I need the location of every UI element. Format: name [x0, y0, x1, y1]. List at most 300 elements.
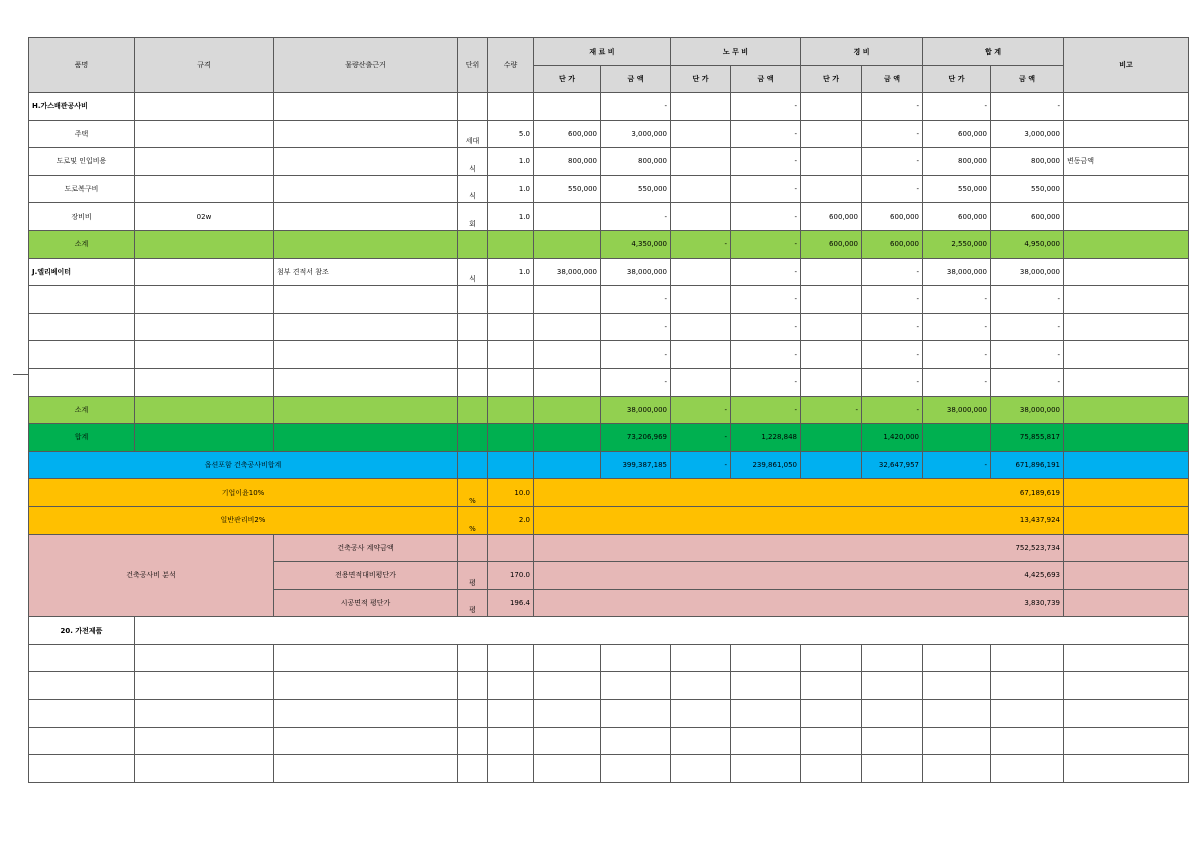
header-spec: 규격 — [135, 38, 274, 93]
item-qty: 1.0 — [488, 175, 534, 203]
item-note — [1064, 424, 1189, 452]
material-unit-price — [534, 396, 601, 424]
labor-amount: - — [731, 148, 801, 176]
expense-amount: 1,420,000 — [862, 424, 923, 452]
item-basis — [274, 120, 458, 148]
expense-amount: 600,000 — [862, 230, 923, 258]
header-material-unit-price: 단 가 — [534, 66, 601, 93]
material-amount: - — [601, 313, 671, 341]
labor-unit-price — [671, 313, 731, 341]
empty-cell — [488, 644, 534, 672]
fee-label: 일반관리비2% — [29, 506, 458, 534]
header-basis: 물량산출근거 — [274, 38, 458, 93]
analysis-item-label: 건축공사 계약금액 — [274, 534, 458, 562]
empty-cell — [923, 727, 991, 755]
total-amount: 75,855,817 — [991, 424, 1064, 452]
expense-amount: - — [862, 313, 923, 341]
empty-cell — [488, 700, 534, 728]
header-total: 합 계 — [923, 38, 1064, 66]
labor-amount: - — [731, 203, 801, 231]
empty-cell — [458, 644, 488, 672]
empty-cell — [534, 755, 601, 783]
empty-cell — [601, 727, 671, 755]
empty-cell — [801, 644, 862, 672]
total-amount: - — [991, 368, 1064, 396]
analysis-note — [1064, 589, 1189, 617]
subtotal-row — [29, 396, 1189, 424]
header-qty: 수량 — [488, 38, 534, 93]
material-amount: - — [601, 341, 671, 369]
item-name: 도로및 인입비용 — [29, 148, 135, 176]
material-unit-price — [534, 286, 601, 314]
fee-unit: % — [458, 506, 488, 534]
item-name: 소계 — [29, 230, 135, 258]
table-row — [29, 120, 1189, 148]
grand-qty — [488, 451, 534, 479]
expense-amount: - — [862, 396, 923, 424]
total-amount: 800,000 — [991, 148, 1064, 176]
labor-amount: - — [731, 93, 801, 121]
grand-material-unit-price — [534, 451, 601, 479]
analysis-amount: 4,425,693 — [534, 562, 1064, 590]
material-unit-price: 38,000,000 — [534, 258, 601, 286]
total-amount: - — [991, 341, 1064, 369]
expense-amount: - — [862, 286, 923, 314]
table-row-blank — [29, 644, 1189, 672]
item-spec: 02w — [135, 203, 274, 231]
labor-unit-price — [671, 368, 731, 396]
item-spec — [135, 175, 274, 203]
expense-amount: - — [862, 93, 923, 121]
empty-cell — [534, 644, 601, 672]
grand-expense-amount: 32,647,957 — [862, 451, 923, 479]
empty-cell — [601, 755, 671, 783]
total-unit-price: 550,000 — [923, 175, 991, 203]
item-spec — [135, 424, 274, 452]
analysis-unit — [458, 534, 488, 562]
item-qty — [488, 313, 534, 341]
table-row-blank — [29, 341, 1189, 369]
margin-line — [13, 374, 28, 375]
item-name: H.가스배관공사비 — [29, 93, 135, 121]
header-labor: 노 무 비 — [671, 38, 801, 66]
labor-unit-price — [671, 258, 731, 286]
item-qty: 1.0 — [488, 258, 534, 286]
empty-cell — [991, 700, 1064, 728]
total-unit-price: 600,000 — [923, 203, 991, 231]
cost-breakdown-table — [28, 37, 1189, 783]
empty-cell — [923, 672, 991, 700]
table-row-blank — [29, 286, 1189, 314]
material-unit-price: 800,000 — [534, 148, 601, 176]
expense-unit-price — [801, 148, 862, 176]
total-unit-price: 38,000,000 — [923, 396, 991, 424]
item-qty — [488, 424, 534, 452]
empty-cell — [731, 644, 801, 672]
empty-cell — [135, 755, 274, 783]
table-row — [29, 258, 1189, 286]
item-note — [1064, 230, 1189, 258]
table-row-blank — [29, 727, 1189, 755]
empty-cell — [488, 755, 534, 783]
expense-amount: - — [862, 341, 923, 369]
item-name — [29, 368, 135, 396]
empty-cell — [1064, 755, 1189, 783]
material-amount: - — [601, 93, 671, 121]
labor-amount: - — [731, 396, 801, 424]
empty-cell — [991, 755, 1064, 783]
header-labor-amount: 금 액 — [731, 66, 801, 93]
analysis-label: 건축공사비 분석 — [29, 534, 274, 617]
empty-cell — [671, 755, 731, 783]
empty-cell — [488, 672, 534, 700]
grand-labor-amount: 239,861,050 — [731, 451, 801, 479]
material-amount: 38,000,000 — [601, 396, 671, 424]
empty-cell — [991, 644, 1064, 672]
empty-cell — [923, 700, 991, 728]
labor-unit-price: - — [671, 396, 731, 424]
labor-amount: - — [731, 286, 801, 314]
total-unit-price: 600,000 — [923, 120, 991, 148]
labor-amount: 1,228,848 — [731, 424, 801, 452]
item-qty — [488, 93, 534, 121]
fee-qty: 2.0 — [488, 506, 534, 534]
table-row-blank — [29, 700, 1189, 728]
fee-note — [1064, 506, 1189, 534]
item-name — [29, 341, 135, 369]
fee-note — [1064, 479, 1189, 507]
table-row-blank — [29, 313, 1189, 341]
header-expense-amount: 금 액 — [862, 66, 923, 93]
material-unit-price: 550,000 — [534, 175, 601, 203]
header-total-unit-price: 단 가 — [923, 66, 991, 93]
empty-cell — [458, 672, 488, 700]
empty-cell — [601, 644, 671, 672]
item-name — [29, 286, 135, 314]
total-unit-price: 38,000,000 — [923, 258, 991, 286]
subtotal-row — [29, 230, 1189, 258]
grand-total-row — [29, 451, 1189, 479]
table-row — [29, 175, 1189, 203]
material-unit-price — [534, 341, 601, 369]
empty-cell — [274, 672, 458, 700]
item-basis: 첨부 견적서 참조 — [274, 258, 458, 286]
grand-material-amount: 399,387,185 — [601, 451, 671, 479]
expense-unit-price — [801, 424, 862, 452]
header-material-amount: 금 액 — [601, 66, 671, 93]
empty-cell — [731, 672, 801, 700]
appliances-empty — [135, 617, 1189, 645]
item-name: 주택 — [29, 120, 135, 148]
empty-cell — [274, 644, 458, 672]
empty-cell — [458, 755, 488, 783]
analysis-qty: 196.4 — [488, 589, 534, 617]
table-row — [29, 148, 1189, 176]
total-amount: - — [991, 93, 1064, 121]
material-amount: 38,000,000 — [601, 258, 671, 286]
labor-unit-price — [671, 93, 731, 121]
header-expense: 경 비 — [801, 38, 923, 66]
item-name: 장비비 — [29, 203, 135, 231]
header-material: 재 료 비 — [534, 38, 671, 66]
empty-cell — [601, 672, 671, 700]
item-basis — [274, 93, 458, 121]
grand-total-amount: 671,896,191 — [991, 451, 1064, 479]
empty-cell — [135, 672, 274, 700]
expense-amount: - — [862, 148, 923, 176]
analysis-unit: 평 — [458, 562, 488, 590]
total-amount: 550,000 — [991, 175, 1064, 203]
fee-unit: % — [458, 479, 488, 507]
item-note — [1064, 396, 1189, 424]
table-row — [29, 203, 1189, 231]
empty-cell — [29, 700, 135, 728]
item-note — [1064, 313, 1189, 341]
labor-unit-price — [671, 203, 731, 231]
empty-cell — [731, 755, 801, 783]
item-spec — [135, 396, 274, 424]
item-qty — [488, 286, 534, 314]
fee-row — [29, 479, 1189, 507]
labor-amount: - — [731, 258, 801, 286]
empty-cell — [458, 727, 488, 755]
fee-amount: 67,189,619 — [534, 479, 1064, 507]
material-amount: - — [601, 203, 671, 231]
empty-cell — [862, 644, 923, 672]
item-name: 소계 — [29, 396, 135, 424]
material-unit-price — [534, 93, 601, 121]
empty-cell — [29, 672, 135, 700]
item-spec — [135, 341, 274, 369]
fee-label: 기업이윤10% — [29, 479, 458, 507]
expense-amount: - — [862, 368, 923, 396]
material-unit-price — [534, 313, 601, 341]
item-basis — [274, 368, 458, 396]
table-row-blank — [29, 672, 1189, 700]
item-name: 합계 — [29, 424, 135, 452]
item-unit — [458, 286, 488, 314]
item-note — [1064, 120, 1189, 148]
item-unit — [458, 93, 488, 121]
item-note — [1064, 175, 1189, 203]
item-basis — [274, 148, 458, 176]
empty-cell — [991, 672, 1064, 700]
item-unit — [458, 313, 488, 341]
total-amount: - — [991, 313, 1064, 341]
item-qty: 1.0 — [488, 203, 534, 231]
expense-unit-price — [801, 258, 862, 286]
labor-unit-price — [671, 286, 731, 314]
labor-amount: - — [731, 341, 801, 369]
expense-unit-price: 600,000 — [801, 230, 862, 258]
fee-amount: 13,437,924 — [534, 506, 1064, 534]
grand-expense-unit-price — [801, 451, 862, 479]
labor-unit-price: - — [671, 424, 731, 452]
appliances-row — [29, 617, 1189, 645]
item-basis — [274, 175, 458, 203]
expense-unit-price — [801, 93, 862, 121]
expense-unit-price — [801, 120, 862, 148]
item-note — [1064, 203, 1189, 231]
item-name: 도로복구비 — [29, 175, 135, 203]
empty-cell — [1064, 672, 1189, 700]
empty-cell — [731, 700, 801, 728]
expense-amount: 600,000 — [862, 203, 923, 231]
analysis-amount: 752,523,734 — [534, 534, 1064, 562]
item-basis — [274, 396, 458, 424]
empty-cell — [671, 672, 731, 700]
item-unit: 식 — [458, 258, 488, 286]
item-note — [1064, 368, 1189, 396]
item-unit: 식 — [458, 148, 488, 176]
total-unit-price: - — [923, 368, 991, 396]
appliances-label: 20. 가전제품 — [29, 617, 135, 645]
expense-unit-price — [801, 286, 862, 314]
empty-cell — [862, 755, 923, 783]
item-qty — [488, 396, 534, 424]
item-unit — [458, 341, 488, 369]
empty-cell — [1064, 727, 1189, 755]
item-unit — [458, 396, 488, 424]
expense-unit-price — [801, 368, 862, 396]
material-amount: 3,000,000 — [601, 120, 671, 148]
item-basis — [274, 424, 458, 452]
empty-cell — [29, 755, 135, 783]
analysis-qty: 170.0 — [488, 562, 534, 590]
empty-cell — [274, 755, 458, 783]
analysis-row — [29, 534, 1189, 562]
item-unit: 회 — [458, 203, 488, 231]
total-amount: 38,000,000 — [991, 258, 1064, 286]
item-qty — [488, 341, 534, 369]
item-name: J.엘리베이터 — [29, 258, 135, 286]
empty-cell — [488, 727, 534, 755]
empty-cell — [923, 755, 991, 783]
labor-amount: - — [731, 175, 801, 203]
empty-cell — [135, 700, 274, 728]
expense-unit-price: 600,000 — [801, 203, 862, 231]
material-amount: 550,000 — [601, 175, 671, 203]
empty-cell — [534, 700, 601, 728]
analysis-note — [1064, 534, 1189, 562]
empty-cell — [862, 672, 923, 700]
empty-cell — [601, 700, 671, 728]
table-row-blank — [29, 368, 1189, 396]
item-unit: 식 — [458, 175, 488, 203]
analysis-note — [1064, 562, 1189, 590]
empty-cell — [862, 727, 923, 755]
total-amount: 3,000,000 — [991, 120, 1064, 148]
item-note — [1064, 258, 1189, 286]
item-note — [1064, 341, 1189, 369]
item-unit — [458, 368, 488, 396]
labor-unit-price — [671, 341, 731, 369]
empty-cell — [671, 700, 731, 728]
item-spec — [135, 120, 274, 148]
labor-amount: - — [731, 120, 801, 148]
analysis-item-label: 시공면적 평단가 — [274, 589, 458, 617]
empty-cell — [135, 727, 274, 755]
item-spec — [135, 148, 274, 176]
item-basis — [274, 230, 458, 258]
analysis-qty — [488, 534, 534, 562]
item-basis — [274, 313, 458, 341]
total-unit-price — [923, 424, 991, 452]
fee-row — [29, 506, 1189, 534]
labor-unit-price — [671, 175, 731, 203]
item-qty — [488, 368, 534, 396]
material-unit-price — [534, 368, 601, 396]
header-unit: 단위 — [458, 38, 488, 93]
header-note: 비고 — [1064, 38, 1189, 93]
grand-total-label: 옵션포함 건축공사비합계 — [29, 451, 458, 479]
expense-unit-price — [801, 341, 862, 369]
total-amount: 600,000 — [991, 203, 1064, 231]
item-basis — [274, 203, 458, 231]
total-amount: - — [991, 286, 1064, 314]
empty-cell — [862, 700, 923, 728]
header-labor-unit-price: 단 가 — [671, 66, 731, 93]
empty-cell — [1064, 700, 1189, 728]
analysis-unit: 평 — [458, 589, 488, 617]
grand-labor-unit-price: - — [671, 451, 731, 479]
empty-cell — [923, 644, 991, 672]
item-qty: 5.0 — [488, 120, 534, 148]
expense-amount: - — [862, 175, 923, 203]
labor-unit-price — [671, 148, 731, 176]
item-spec — [135, 286, 274, 314]
total-amount: 4,950,000 — [991, 230, 1064, 258]
empty-cell — [1064, 644, 1189, 672]
labor-unit-price: - — [671, 230, 731, 258]
empty-cell — [534, 672, 601, 700]
table-row-blank — [29, 755, 1189, 783]
empty-cell — [801, 700, 862, 728]
empty-cell — [534, 727, 601, 755]
material-unit-price — [534, 203, 601, 231]
labor-amount: - — [731, 230, 801, 258]
header-row-top — [29, 38, 1189, 66]
empty-cell — [274, 727, 458, 755]
table-row — [29, 93, 1189, 121]
header-total-amount: 금 액 — [991, 66, 1064, 93]
analysis-amount: 3,830,739 — [534, 589, 1064, 617]
labor-amount: - — [731, 368, 801, 396]
grand-total-unit-price: - — [923, 451, 991, 479]
item-qty — [488, 230, 534, 258]
material-amount: 800,000 — [601, 148, 671, 176]
analysis-item-label: 전용면적대비평단가 — [274, 562, 458, 590]
empty-cell — [458, 700, 488, 728]
item-spec — [135, 230, 274, 258]
item-spec — [135, 258, 274, 286]
expense-unit-price — [801, 175, 862, 203]
header-expense-unit-price: 단 가 — [801, 66, 862, 93]
material-unit-price — [534, 424, 601, 452]
expense-unit-price — [801, 313, 862, 341]
empty-cell — [731, 727, 801, 755]
empty-cell — [801, 755, 862, 783]
item-spec — [135, 93, 274, 121]
material-unit-price — [534, 230, 601, 258]
total-unit-price: - — [923, 313, 991, 341]
item-note: 변동금액 — [1064, 148, 1189, 176]
empty-cell — [29, 644, 135, 672]
material-amount: - — [601, 286, 671, 314]
item-unit — [458, 424, 488, 452]
material-amount: 4,350,000 — [601, 230, 671, 258]
empty-cell — [29, 727, 135, 755]
